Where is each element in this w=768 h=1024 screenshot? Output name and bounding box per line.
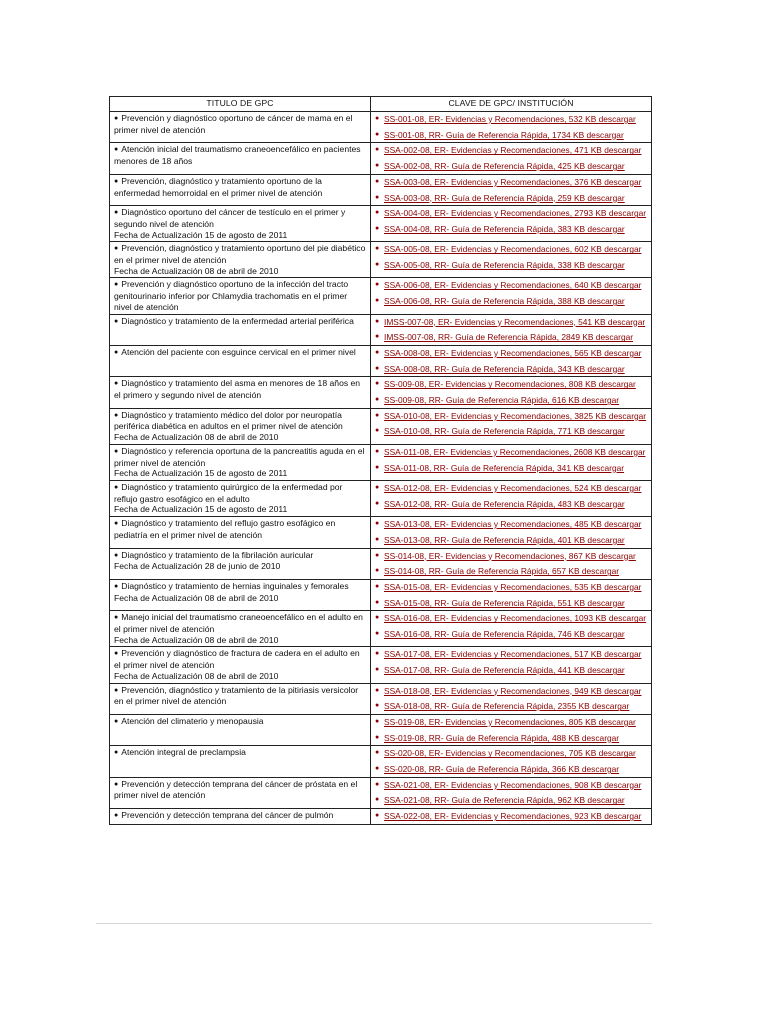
guide-links-cell [371, 480, 652, 516]
bullet-icon: ● [375, 193, 380, 201]
bullet-icon: ● [375, 666, 380, 674]
bullet-icon: ● [375, 535, 380, 543]
guide-title-cell [110, 480, 371, 516]
download-link[interactable]: SSA-021-08, RR- Guía de Referencia Rápida, 962 KB descargar [384, 795, 625, 806]
guide-title-cell [110, 278, 371, 314]
table-row [110, 314, 652, 345]
table-body [110, 112, 652, 825]
guide-title: Diagnóstico y tratamiento médico del dolor por neuropatía periférica diabética en adultos en el primer nivel de atención [114, 409, 343, 432]
bullet-icon: ● [114, 447, 119, 455]
download-link[interactable]: SSA-015-08, RR- Guía de Referencia Rápida, 551 KB descargar [384, 597, 625, 608]
list-item [375, 244, 647, 255]
download-link[interactable]: SSA-008-08, RR- Guía de Referencia Rápida, 343 KB descargar [384, 363, 625, 374]
bullet-icon: ● [375, 297, 380, 305]
update-date: Fecha de Actualización 08 de abril de 2010 [114, 432, 279, 443]
list-item [375, 748, 647, 759]
list-item [375, 629, 647, 640]
guide-links-cell [371, 683, 652, 714]
list-item [375, 161, 647, 172]
download-link[interactable]: SSA-002-08, RR- Guía de Referencia Rápida, 425 KB descargar [384, 161, 625, 172]
guide-links-cell [371, 647, 652, 683]
table-row [110, 174, 652, 205]
table-row [110, 112, 652, 143]
guide-title: Diagnóstico y referencia oportuna de la pancreatitis aguda en el primer nivel de atención [114, 445, 365, 468]
bullet-icon: ● [375, 209, 380, 217]
download-link[interactable]: SSA-004-08, ER- Evidencias y Recomendaciones, 2793 KB descargar [384, 208, 647, 219]
download-links-list [375, 317, 647, 343]
guide-links-cell [371, 777, 652, 808]
guide-title-cell [110, 777, 371, 808]
header-clave: CLAVE DE GPC/ INSTITUCIÓN [371, 97, 652, 112]
download-link[interactable]: SSA-002-08, ER- Evidencias y Recomendaciones, 471 KB descargar [384, 145, 642, 156]
bullet-icon: ● [114, 650, 119, 658]
download-link[interactable]: SSA-021-08, ER- Evidencias y Recomendaciones, 908 KB descargar [384, 779, 642, 790]
guide-title: Prevención y detección temprana del cáncer de próstata en el primer nivel de atención [114, 778, 358, 801]
table-row [110, 548, 652, 579]
download-link[interactable]: IMSS-007-08, RR- Guía de Referencia Rápida, 2849 KB descargar [384, 332, 634, 343]
list-item [375, 348, 647, 359]
list-item [375, 649, 647, 660]
bullet-icon: ● [375, 281, 380, 289]
bullet-icon: ● [375, 702, 380, 710]
bullet-icon: ● [375, 427, 380, 435]
guide-title: Atención del climaterio y menopausia [121, 715, 264, 726]
bullet-icon: ● [375, 380, 380, 388]
download-links-list [375, 348, 647, 374]
bullet-icon: ● [375, 780, 380, 788]
download-link[interactable]: SSA-003-08, ER- Evidencias y Recomendaciones, 376 KB descargar [384, 176, 642, 187]
guide-links-cell [371, 112, 652, 143]
guide-title-cell [110, 517, 371, 548]
table-row [110, 647, 652, 683]
list-item [375, 114, 647, 125]
guide-links-cell [371, 314, 652, 345]
guide-links-cell [371, 377, 652, 408]
bullet-icon: ● [375, 245, 380, 253]
list-item [375, 379, 647, 390]
download-links-list [375, 748, 647, 774]
guide-links-cell [371, 444, 652, 480]
bullet-icon: ● [375, 224, 380, 232]
list-item [375, 364, 647, 375]
table-row [110, 206, 652, 242]
download-links-list [375, 686, 647, 712]
bullet-icon: ● [375, 483, 380, 491]
list-item [375, 764, 647, 775]
guide-title-cell [110, 647, 371, 683]
update-date: Fecha de Actualización 15 de agosto de 2011 [114, 504, 288, 515]
guide-title: Atención del paciente con esguince cervical en el primer nivel [121, 346, 356, 357]
bullet-icon: ● [375, 598, 380, 606]
bullet-icon: ● [114, 582, 119, 590]
list-item [375, 701, 647, 712]
bullet-icon: ● [375, 630, 380, 638]
bullet-icon: ● [114, 551, 119, 559]
bullet-icon: ● [375, 364, 380, 372]
guide-title: Prevención y diagnóstico de fractura de cadera en el adulto en el primer nivel de atención [114, 648, 360, 671]
bullet-icon: ● [114, 780, 119, 788]
list-item [375, 411, 647, 422]
download-link[interactable]: SSA-005-08, RR- Guía de Referencia Rápida, 338 KB descargar [384, 260, 625, 271]
guide-title: Diagnóstico oportuno del cáncer de testículo en el primer y segundo nivel de atención [114, 207, 346, 229]
update-date: Fecha de Actualización 08 de abril de 2010 [114, 265, 279, 276]
download-links-list [375, 447, 647, 473]
download-link[interactable]: SSA-012-08, RR- Guía de Referencia Rápida, 483 KB descargar [384, 498, 625, 509]
guide-title-cell [110, 143, 371, 174]
bullet-icon: ● [114, 209, 119, 217]
guide-title-cell [110, 579, 371, 610]
guide-links-cell [371, 809, 652, 825]
download-link[interactable]: SSA-016-08, RR- Guía de Referencia Rápida, 746 KB descargar [384, 629, 625, 640]
list-item [375, 686, 647, 697]
gpc-table [109, 96, 652, 825]
table-row [110, 611, 652, 647]
download-link[interactable]: SS-020-08, ER- Evidencias y Recomendaciones, 705 KB descargar [384, 748, 636, 759]
guide-title: Diagnóstico y tratamiento de la fibrilación auricular [121, 549, 314, 560]
download-links-list [375, 582, 647, 608]
list-item [375, 499, 647, 510]
guide-links-cell [371, 579, 652, 610]
list-item [375, 280, 647, 291]
guide-links-cell [371, 143, 652, 174]
bullet-icon: ● [375, 765, 380, 773]
update-date: Fecha de Actualización 08 de abril de 2010 [114, 670, 279, 681]
list-item [375, 130, 647, 141]
header-titulo: TITULO DE GPC [110, 97, 371, 112]
bullet-icon: ● [114, 483, 119, 491]
download-link[interactable]: SS-001-08, RR- Guía de Referencia Rápida, 1734 KB descargar [384, 129, 624, 140]
bullet-icon: ● [114, 520, 119, 528]
table-row [110, 777, 652, 808]
bullet-icon: ● [375, 115, 380, 122]
guide-title-cell [110, 809, 371, 825]
guide-title: Prevención y diagnóstico oportuno de la infección del tracto genitourinario inferior por Chlamydia trachomatis en el primer nivel de atención [114, 279, 349, 312]
guide-title-cell [110, 444, 371, 480]
download-link[interactable]: SSA-013-08, ER- Evidencias y Recomendaciones, 485 KB descargar [384, 519, 642, 530]
list-item [375, 535, 647, 546]
bullet-icon: ● [375, 686, 380, 694]
download-link[interactable]: SSA-010-08, RR- Guía de Referencia Rápida, 771 KB descargar [384, 426, 625, 437]
download-link[interactable]: SSA-017-08, ER- Evidencias y Recomendaciones, 517 KB descargar [384, 649, 642, 660]
download-link[interactable]: SSA-010-08, ER- Evidencias y Recomendaciones, 3825 KB descargar [384, 410, 647, 421]
guide-title-cell [110, 377, 371, 408]
guide-title: Prevención y diagnóstico oportuno de cáncer de mama en el primer nivel de atención [114, 113, 353, 135]
table-row [110, 278, 652, 314]
table-row [110, 480, 652, 516]
guide-title-cell [110, 206, 371, 242]
bullet-icon: ● [375, 582, 380, 590]
guide-links-cell [371, 611, 652, 647]
bullet-icon: ● [375, 333, 380, 341]
bullet-icon: ● [114, 348, 119, 356]
bullet-icon: ● [375, 411, 380, 419]
download-links-list [375, 411, 647, 437]
guide-links-cell [371, 548, 652, 579]
bullet-icon: ● [375, 614, 380, 622]
page-divider [96, 923, 652, 924]
table-row [110, 345, 652, 376]
bullet-icon: ● [375, 520, 380, 528]
guide-title: Diagnóstico y tratamiento del asma en menores de 18 años en el primero y segundo nivel de atención [114, 378, 361, 401]
download-link[interactable]: SSA-017-08, RR- Guía de Referencia Rápida, 441 KB descargar [384, 665, 625, 676]
list-item [375, 317, 647, 328]
list-item [375, 717, 647, 728]
download-link[interactable]: SSA-012-08, ER- Evidencias y Recomendaciones, 524 KB descargar [384, 482, 642, 493]
update-date: Fecha de Actualización 15 de agosto de 2011 [114, 468, 288, 479]
guide-title-cell [110, 242, 371, 278]
guide-links-cell [371, 174, 652, 205]
download-link[interactable]: SS-001-08, ER- Evidencias y Recomendaciones, 532 KB descargar [384, 114, 636, 124]
download-link[interactable]: SSA-003-08, RR- Guía de Referencia Rápida, 259 KB descargar [384, 192, 625, 203]
table-row [110, 444, 652, 480]
bullet-icon: ● [375, 162, 380, 170]
download-link[interactable]: SSA-008-08, ER- Evidencias y Recomendaciones, 565 KB descargar [384, 347, 642, 358]
bullet-icon: ● [375, 499, 380, 507]
download-link[interactable]: SSA-013-08, RR- Guía de Referencia Rápida, 401 KB descargar [384, 534, 625, 545]
guide-title-cell [110, 746, 371, 777]
download-links-list [375, 649, 647, 675]
guide-title: Diagnóstico y tratamiento del reflujo gastro esofágico en pediatría en el primer nivel de atención [114, 518, 336, 540]
guide-links-cell [371, 206, 652, 242]
bullet-icon: ● [375, 146, 380, 154]
download-links-list [375, 177, 647, 203]
download-link[interactable]: SS-009-08, ER- Evidencias y Recomendaciones, 808 KB descargar [384, 379, 636, 390]
list-item [375, 463, 647, 474]
guide-links-cell [371, 714, 652, 745]
bullet-icon: ● [375, 749, 380, 757]
bullet-icon: ● [375, 396, 380, 404]
list-item [375, 208, 647, 219]
guide-title-cell [110, 174, 371, 205]
table-row [110, 809, 652, 825]
list-item [375, 613, 647, 624]
list-item [375, 780, 647, 791]
guide-title-cell [110, 345, 371, 376]
guide-title: Diagnóstico y tratamiento de hernias inguinales y femorales [121, 580, 349, 591]
update-date: Fecha de Actualización 28 de junio de 2010 [114, 561, 281, 572]
guide-title-cell [110, 611, 371, 647]
bullet-icon: ● [375, 177, 380, 185]
download-link[interactable]: SS-020-08, RR- Guía de Referencia Rápida, 366 KB descargar [384, 764, 620, 775]
bullet-icon: ● [375, 261, 380, 269]
guide-title: Atención inicial del traumatismo craneoencefálico en pacientes menores de 18 años [114, 144, 361, 167]
guide-links-cell [371, 517, 652, 548]
table-row [110, 242, 652, 278]
list-item [375, 447, 647, 458]
download-link[interactable]: SSA-022-08, ER- Evidencias y Recomendaciones, 923 KB descargar [384, 811, 642, 822]
table-row [110, 746, 652, 777]
list-item [375, 519, 647, 530]
bullet-icon: ● [375, 348, 380, 356]
download-link[interactable]: SS-019-08, RR- Guía de Referencia Rápida, 488 KB descargar [384, 732, 620, 743]
download-links-list [375, 811, 647, 822]
download-links-list [375, 780, 647, 806]
download-links-list [375, 551, 647, 577]
update-date: Fecha de Actualización 15 de agosto de 2011 [114, 229, 288, 240]
guide-links-cell [371, 746, 652, 777]
update-date: Fecha de Actualización 08 de abril de 2010 [114, 592, 279, 603]
list-item [375, 296, 647, 307]
guide-links-cell [371, 278, 652, 314]
bullet-icon: ● [114, 749, 119, 757]
bullet-icon: ● [114, 686, 119, 694]
bullet-icon: ● [114, 281, 119, 289]
bullet-icon: ● [114, 614, 119, 622]
bullet-icon: ● [375, 567, 380, 575]
bullet-icon: ● [114, 115, 119, 122]
guide-title-cell [110, 548, 371, 579]
download-links-list [375, 280, 647, 306]
bullet-icon: ● [114, 177, 119, 185]
download-links-list [375, 483, 647, 509]
download-link[interactable]: SSA-005-08, ER- Evidencias y Recomendaciones, 602 KB descargar [384, 244, 642, 255]
table-row [110, 143, 652, 174]
list-item [375, 145, 647, 156]
list-item [375, 395, 647, 406]
bullet-icon: ● [375, 733, 380, 741]
guide-title-cell [110, 714, 371, 745]
list-item [375, 598, 647, 609]
download-link[interactable]: SSA-006-08, ER- Evidencias y Recomendaciones, 640 KB descargar [384, 280, 642, 291]
guide-title: Prevención, diagnóstico y tratamiento oportuno del pie diabético en el primer nivel de atención [114, 243, 366, 266]
guide-links-cell [371, 345, 652, 376]
bullet-icon: ● [375, 796, 380, 804]
guide-title: Prevención, diagnóstico y tratamiento de la pitiriasis versicolor en el primer nivel de atención [114, 684, 359, 707]
bullet-icon: ● [114, 245, 119, 253]
guide-title-cell [110, 408, 371, 444]
bullet-icon: ● [114, 411, 119, 419]
download-link[interactable]: SSA-006-08, RR- Guía de Referencia Rápida, 388 KB descargar [384, 296, 625, 307]
download-link[interactable]: SSA-011-08, RR- Guía de Referencia Rápida, 341 KB descargar [384, 462, 625, 473]
guide-title: Manejo inicial del traumatismo craneoencefálico en el adulto en el primer nivel de atención [114, 612, 363, 635]
bullet-icon: ● [375, 650, 380, 658]
list-item [375, 566, 647, 577]
download-link[interactable]: SSA-004-08, RR- Guía de Referencia Rápida, 383 KB descargar [384, 223, 625, 234]
download-links-list [375, 208, 647, 234]
bullet-icon: ● [114, 317, 119, 325]
update-date: Fecha de Actualización 08 de abril de 2010 [114, 634, 279, 645]
download-link[interactable]: SSA-018-08, RR- Guía de Referencia Rápida, 2355 KB descargar [384, 701, 630, 712]
table-header-row [110, 97, 652, 112]
guide-title: Diagnóstico y tratamiento de la enfermedad arterial periférica [121, 315, 354, 326]
list-item [375, 811, 647, 822]
list-item [375, 582, 647, 593]
bullet-icon: ● [375, 551, 380, 559]
download-link[interactable]: SS-019-08, ER- Evidencias y Recomendaciones, 805 KB descargar [384, 716, 636, 727]
list-item [375, 177, 647, 188]
table-row [110, 683, 652, 714]
list-item [375, 795, 647, 806]
download-links-list [375, 379, 647, 405]
download-links-list [375, 717, 647, 743]
download-links-list [375, 613, 647, 639]
list-item [375, 332, 647, 343]
guide-title-cell [110, 314, 371, 345]
download-link[interactable]: SSA-016-08, ER- Evidencias y Recomendaciones, 1093 KB descargar [384, 613, 647, 624]
download-links-list [375, 519, 647, 545]
list-item [375, 426, 647, 437]
bullet-icon: ● [375, 812, 380, 820]
list-item [375, 260, 647, 271]
bullet-icon: ● [114, 380, 119, 388]
download-links-list [375, 145, 647, 171]
bullet-icon: ● [375, 463, 380, 471]
bullet-icon: ● [375, 317, 380, 325]
guide-title: Atención integral de preclampsia [121, 747, 246, 758]
list-item [375, 193, 647, 204]
download-link[interactable]: SSA-015-08, ER- Evidencias y Recomendaciones, 535 KB descargar [384, 581, 642, 592]
table-row [110, 517, 652, 548]
guide-title: Prevención, diagnóstico y tratamiento oportuno de la enfermedad hemorroidal en el primer nivel de atención [114, 175, 323, 198]
list-item [375, 665, 647, 676]
download-links-list [375, 244, 647, 270]
download-link[interactable]: IMSS-007-08, ER- Evidencias y Recomendaciones, 541 KB descargar [384, 316, 646, 327]
list-item [375, 224, 647, 235]
list-item [375, 733, 647, 744]
bullet-icon: ● [375, 130, 380, 138]
bullet-icon: ● [375, 447, 380, 455]
list-item [375, 483, 647, 494]
download-link[interactable]: SS-014-08, RR- Guía de Referencia Rápida, 657 KB descargar [384, 566, 620, 577]
bullet-icon: ● [375, 717, 380, 725]
list-item [375, 551, 647, 562]
guide-title-cell [110, 112, 371, 143]
table-row [110, 408, 652, 444]
download-link[interactable]: SSA-011-08, ER- Evidencias y Recomendaciones, 2608 KB descargar [384, 446, 646, 457]
guide-links-cell [371, 408, 652, 444]
guide-links-cell [371, 242, 652, 278]
table-row [110, 714, 652, 745]
download-link[interactable]: SS-009-08, RR- Guía de Referencia Rápida, 616 KB descargar [384, 395, 620, 406]
download-link[interactable]: SSA-018-08, ER- Evidencias y Recomendaciones, 949 KB descargar [384, 685, 642, 696]
bullet-icon: ● [114, 146, 119, 154]
guide-title-cell [110, 683, 371, 714]
bullet-icon: ● [114, 717, 119, 725]
bullet-icon: ● [114, 812, 119, 820]
download-link[interactable]: SS-014-08, ER- Evidencias y Recomendaciones, 867 KB descargar [384, 550, 636, 561]
table-row [110, 579, 652, 610]
download-links-list [375, 114, 647, 140]
guide-title: Diagnóstico y tratamiento quirúrgico de la enfermedad por reflujo gastro esofágico en el adulto [114, 481, 343, 504]
guide-title: Prevención y detección temprana del cáncer de pulmón [121, 810, 334, 821]
table-row [110, 377, 652, 408]
